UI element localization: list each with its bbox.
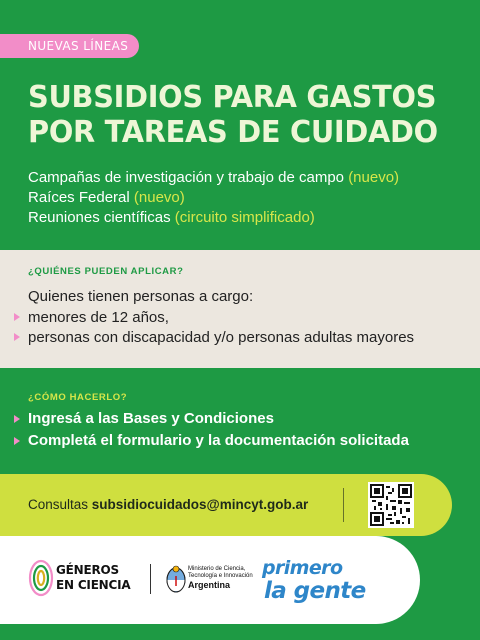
generos-en-ciencia-logo-icon [28,558,54,598]
how-list [14,408,409,452]
who-list [14,308,414,348]
generos-en-ciencia-logo [56,563,131,593]
qr-code-icon[interactable] [368,482,414,528]
who-intro: Quienes tienen personas a cargo: [28,288,254,305]
divider [343,488,344,522]
ministry-logo [188,566,253,591]
contact-label: Consultas [28,497,92,512]
list-item-text: menores de 12 años, [28,309,169,326]
line-highlight: (nuevo) [133,189,185,206]
line-item [28,208,468,228]
list-item-text: Completá el formulario y la documentación solicitada [28,432,409,449]
title-line-1: SUBSIDIOS PARA GASTOS [28,80,437,115]
who-title: ¿QUIÉNES PUEDEN APLICAR? [28,266,184,277]
contact-bar [0,474,452,536]
list-item-text: personas con discapacidad y/o personas adultas mayores [28,329,415,346]
line-text: Campañas de investigación y trabajo de campo [28,169,349,186]
primero-la-gente-logo [262,558,366,603]
gec-line: EN CIENCIA [56,578,131,592]
ministry-line: Tecnología e Innovación [188,573,253,579]
line-highlight: (circuito simplificado) [174,209,315,226]
who-can-apply-section [0,250,480,368]
title-line-2: POR TAREAS DE CUIDADO [28,115,438,150]
list-item [14,328,414,348]
divider [150,564,151,594]
line-text: Reuniones científicas [28,209,175,226]
bullet-icon [14,415,20,423]
how-title: ¿CÓMO HACERLO? [28,392,128,403]
bullet-icon [14,437,20,445]
argentina-shield-icon [164,564,188,594]
contact-email-link[interactable]: subsidiocuidados@mincyt.gob.ar [91,497,309,512]
bullet-icon [14,313,20,321]
footer-logos [0,536,420,624]
list-item [14,308,414,328]
list-item[interactable] [14,408,409,430]
line-highlight: (nuevo) [348,169,400,186]
line-text: Raíces Federal [28,189,134,206]
contact-text [28,497,308,512]
bullet-icon [14,333,20,341]
lines-list [28,168,468,228]
page-title [28,80,450,150]
slogan-line: primero [262,557,343,579]
ministry-country: Argentina [188,580,231,590]
new-lines-badge: NUEVAS LÍNEAS [0,34,139,58]
slogan-line: la gente [264,578,366,604]
list-item[interactable] [14,430,409,452]
line-item [28,168,468,188]
list-item-text: Ingresá a las Bases y Condiciones [28,410,274,427]
gec-line: GÉNEROS [56,563,119,577]
line-item [28,188,468,208]
qr-code-graphic [370,484,412,526]
ministry-line: Ministerio de Ciencia, [188,566,246,572]
